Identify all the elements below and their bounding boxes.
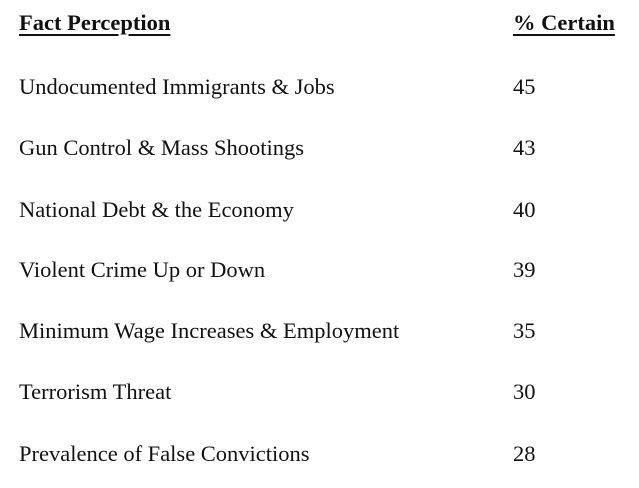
row-label: Terrorism Threat xyxy=(19,379,172,404)
table-header-row xyxy=(19,10,625,40)
row-label: Violent Crime Up or Down xyxy=(19,257,266,282)
table-row xyxy=(19,195,625,225)
row-value: 40 xyxy=(513,197,536,222)
column-header-percent-certain: % Certain xyxy=(513,10,615,35)
table-row xyxy=(19,72,625,102)
table-row xyxy=(19,316,625,346)
column-header-fact-perception: Fact Perception xyxy=(19,10,171,35)
row-label: Minimum Wage Increases & Employment xyxy=(19,318,400,343)
row-value: 45 xyxy=(513,74,536,99)
row-label: Undocumented Immigrants & Jobs xyxy=(19,74,335,99)
row-value: 30 xyxy=(513,379,536,404)
row-label: National Debt & the Economy xyxy=(19,197,294,222)
row-label: Prevalence of False Convictions xyxy=(19,441,310,466)
row-label: Gun Control & Mass Shootings xyxy=(19,135,305,160)
table-row xyxy=(19,133,625,163)
row-value: 35 xyxy=(513,318,536,343)
row-value: 28 xyxy=(513,441,536,466)
row-value: 43 xyxy=(513,135,536,160)
table-row xyxy=(19,377,625,407)
table-row xyxy=(19,255,625,285)
row-value: 39 xyxy=(513,257,536,282)
table-row xyxy=(19,439,625,469)
